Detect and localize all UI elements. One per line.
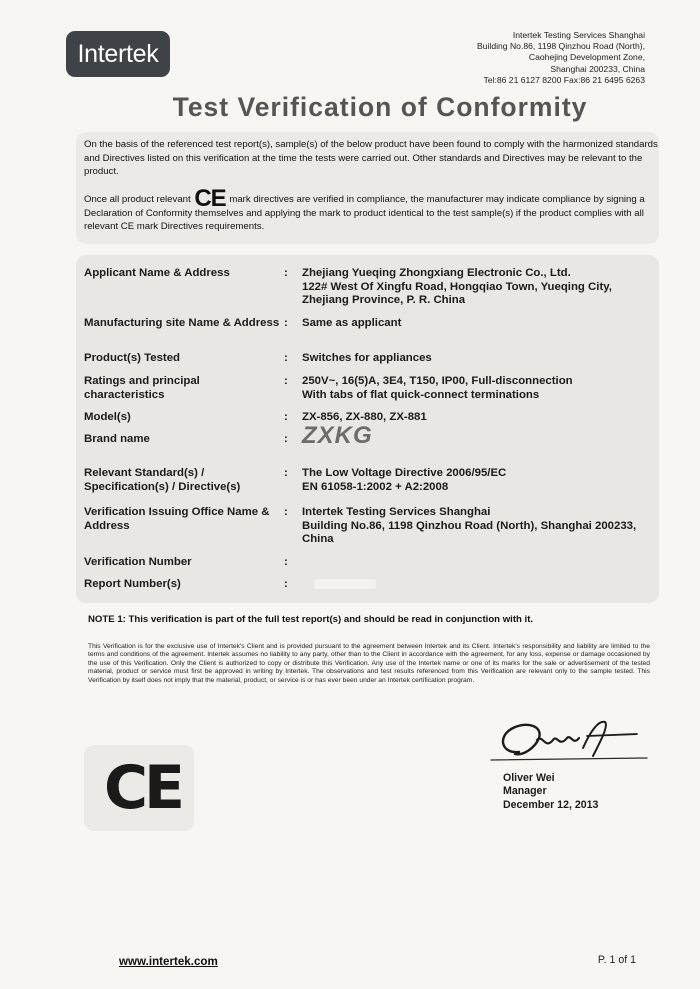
disclaimer-text: This Verification is for the exclusive use of Intertek's Client and is provided pursuant to the agreement between Intertek and its Client. Intertek's responsibility and liability are limited to the terms and conditions of the agreement. Intertek assumes no liability to any party, other than to the Client in accordance with the agreement, for any loss, expense or damage occasioned by the use of this Verification. Only the Client is authorized to copy or distribute this Verification. Any use of the Intertek name or one of its marks for the sale or advertisement of the tested material, product or service must first be approved in writing by Intertek. The observations and test results referenced from this Verification are relevant only to the sample tested. This Verification by itself does not imply that the material, product, or service is or has ever been under an Intertek certification program.: [88, 643, 650, 684]
office-name: Intertek Testing Services Shanghai: [512, 30, 645, 40]
signatory: [503, 772, 598, 812]
label-verification-number: Verification Number: [84, 556, 192, 568]
label-report-number: Report Number(s): [84, 578, 181, 590]
note-1: NOTE 1: This verification is part of the full test report(s) and should be read in conjunction with it.: [88, 614, 534, 625]
label-applicant: Applicant Name & Address: [84, 267, 230, 279]
colon: :: [284, 267, 288, 279]
brand-logo: ZXKG: [302, 422, 373, 449]
ce-mark-inline: CE: [194, 185, 226, 212]
intro-box: [76, 132, 659, 244]
label-brand: Brand name: [84, 433, 150, 445]
ce-mark-logo: CE: [104, 753, 182, 823]
value-applicant: Zhejiang Yueqing Zhongxiang Electronic Co., Ltd. 122# West Of Xingfu Road, Hongqiao Town, Yueqing City, Zhejiang Province, P. R. China: [302, 267, 612, 307]
value-standards: The Low Voltage Directive 2006/95/EC EN 61058-1:2002 + A2:2008: [302, 467, 507, 493]
office-phone-fax: Tel:86 21 6127 8200 Fax:86 21 6495 6263: [483, 74, 645, 85]
label-standards: Relevant Standard(s) / Specification(s) / Directive(s): [84, 467, 241, 493]
value-issuing-office: Intertek Testing Services Shanghai Building No.86, 1198 Qinzhou Road (North), Shanghai 200233, China: [302, 506, 637, 546]
office-city: Shanghai 200233, China: [550, 63, 645, 74]
intertek-logo: Intertek: [66, 31, 170, 77]
value-brand: [302, 422, 642, 449]
ce-logo-box: [84, 745, 194, 831]
colon: :: [284, 317, 288, 329]
intro-paragraph-1: On the basis of the referenced test report(s), sample(s) of the below product have been found to comply with the harmonized standards and Directives listed on this verification at the time the tests were carried out. Other standards and Directives may be relevant to the product.: [84, 139, 658, 178]
page-number: P. 1 of 1: [597, 954, 636, 966]
signatory-date: December 12, 2013: [503, 798, 599, 811]
label-manufacturing-site: Manufacturing site Name & Address: [84, 317, 280, 329]
document-title: Test Verification of Conformity: [172, 92, 588, 122]
office-address: [405, 30, 645, 86]
intro-paragraph-2-end: mark directives are verified in compliance, the manufacturer may indicate compliance by signing a Declaration of Conformity themselves and applying the mark to product identical to the test sample(s) if the product complies with all relevant CE mark Directives requirements.: [84, 194, 645, 233]
colon: :: [284, 433, 288, 445]
website-link[interactable]: www.intertek.com: [119, 955, 218, 968]
value-report-number: [302, 578, 642, 592]
intro-paragraph-2: [84, 185, 658, 234]
label-issuing-office: Verification Issuing Office Name & Address: [84, 506, 270, 532]
details-box: [76, 255, 659, 603]
redacted-value: [314, 579, 376, 589]
value-models: ZX-856, ZX-880, ZX-881: [302, 411, 427, 423]
signatory-name: Oliver Wei: [503, 772, 555, 784]
value-manufacturing-site: Same as applicant: [302, 317, 402, 329]
label-product: Product(s) Tested: [84, 352, 180, 364]
value-product: Switches for appliances: [302, 352, 432, 364]
colon: :: [284, 467, 288, 479]
office-street: Building No.86, 1198 Qinzhou Road (North),: [477, 41, 645, 52]
colon: :: [284, 578, 288, 590]
colon: :: [284, 411, 288, 423]
label-models: Model(s): [84, 411, 131, 423]
colon: :: [284, 375, 288, 387]
office-zone: Caohejing Development Zone,: [528, 52, 645, 63]
signatory-role: Manager: [503, 785, 547, 798]
colon: :: [284, 506, 288, 518]
colon: :: [284, 352, 288, 364]
intro-paragraph-2-start: Once all product relevant: [84, 194, 191, 205]
label-ratings: Ratings and principal characteristics: [84, 375, 200, 401]
value-ratings: 250V~, 16(5)A, 3E4, T150, IP00, Full-disconnection With tabs of flat quick-connect terminations: [302, 375, 573, 401]
signature-image: [487, 714, 657, 768]
colon: :: [284, 556, 288, 568]
